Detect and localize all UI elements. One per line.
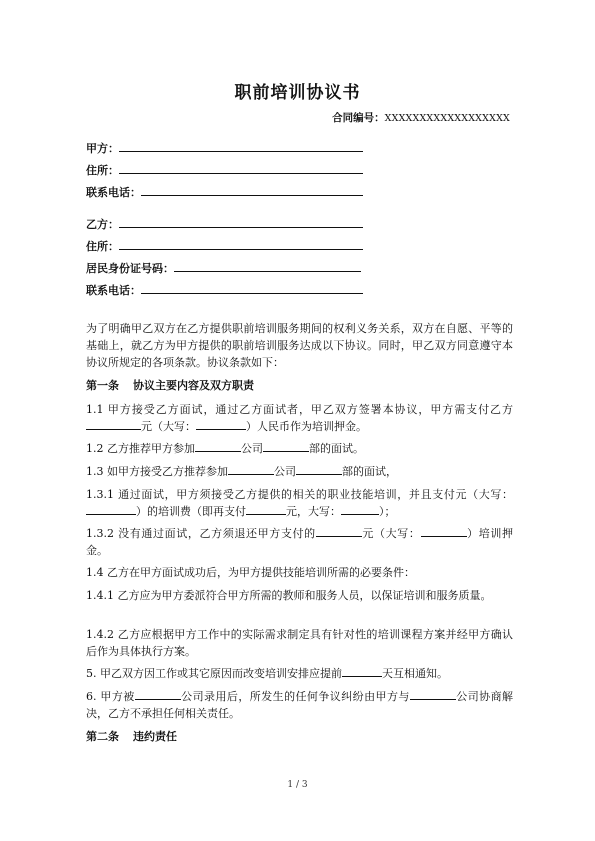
clause-1-1-text-b: 元（大写： [141,420,196,433]
clause-1-1-blank-amount [86,418,141,430]
clause-1-1 [86,401,513,435]
clause-1-1-text-c: ）人民币作为培训押金。 [246,420,367,433]
clause-5-text-a: 5. 甲乙双方因工作或其它原因而改变培训安排应提前 [86,667,342,680]
clause-6-blank-company-2 [410,688,456,700]
clause-1-1-text-a: 1.1 甲方接受乙方面试，通过乙方面试者，甲乙双方签署本协议，甲方需支付乙方 [86,403,513,416]
clause-6-text-a: 6. 甲方被 [86,690,135,703]
clause-5-text-b: 天互相通知。 [382,667,448,680]
party-b-phone-blank [141,281,363,294]
clause-1-3-1 [86,486,513,520]
clause-1-3-blank-company [228,463,274,475]
party-a-address-label: 住所： [86,164,119,177]
clause-1-3-2 [86,525,513,559]
contract-number-value: XXXXXXXXXXXXXXXXXX [384,113,510,124]
clause-1-3-2-blank-amount [316,525,362,537]
clause-1-4-2: 1.4.2 乙方应根据甲方工作中的实际需求制定具有针对性的培训课程方案并经甲方确认后作为具体执行方案。 [86,628,513,658]
clause-1-3-text-b: 公司 [274,465,296,478]
party-b-id-blank [174,259,361,272]
clause-1-2-blank-dept [263,440,309,452]
clause-1-2 [86,440,513,457]
clause-1-3-text-a: 1.3 如甲方接受乙方推荐参加 [86,465,228,478]
clause-1-3-1-text-b: ）的培训费（即再支付 [136,505,246,518]
party-b-id-field [86,259,361,277]
clause-6-blank-company-1 [135,688,181,700]
clause-1-4-1: 1.4.1 乙方应为甲方委派符合甲方所需的教师和服务人员，以保证培训和服务质量。 [86,589,492,602]
contract-number [332,110,510,125]
party-a-phone-label: 联系电话： [86,186,141,199]
clause-1-1-blank-capital [196,418,246,430]
clause-1-3-1-text-a: 1.3.1 通过面试，甲方须接受乙方提供的相关的职业技能培训，并且支付元（大写： [86,488,513,501]
party-b-phone-label: 联系电话： [86,284,141,297]
intro-paragraph: 为了明确甲乙双方在乙方提供职前培训服务期间的权利义务关系，双方在自愿、平等的基础上，就乙方为甲方提供的职前培训服务达成以下协议。同时，甲乙双方同意遵守本协议所规定的各项条款。协议条款如下： [86,322,513,369]
party-a-address-blank [119,161,363,174]
party-a-address-field [86,161,363,179]
clause-1-3-1-blank-capital [86,503,136,515]
page-number: 1 / 3 [287,780,308,790]
clause-1-3-2-text-c: ）培训押金。 [86,527,514,557]
clause-6-text-c: 公司协商解决，乙方不承担任何相关责任。 [86,690,514,720]
clause-5 [86,665,513,682]
clause-1-2-text-b: 公司 [241,442,263,455]
clause-1-3-1-text-c: 元，大写： [286,505,341,518]
clause-1-3-text-c: 部的面试， [342,465,397,478]
party-b-address-blank [119,237,363,250]
clause-1-3 [86,463,513,480]
clause-1-3-1-text-d: ）； [379,505,396,518]
party-a-field [86,139,363,157]
contract-number-label: 合同编号： [332,112,385,124]
party-a-phone-blank [141,183,363,196]
clause-1-2-text-a: 1.2 乙方推荐甲方参加 [86,442,195,455]
party-b-label: 乙方： [86,218,119,231]
clause-1-4: 1.4 乙方在甲方面试成功后，为甲方提供技能培训所需的必要条件： [86,566,415,579]
clause-1-2-text-c: 部的面试。 [309,442,364,455]
document-title: 职前培训协议书 [234,83,361,103]
clause-1-2-blank-company [195,440,241,452]
party-b-id-label: 居民身份证号码： [86,262,174,275]
article-2-title: 违约责任 [133,730,177,743]
clause-1-3-1-blank-capital-2 [341,503,379,515]
clause-6 [86,688,513,722]
article-1-heading [86,377,254,393]
party-a-label: 甲方： [86,142,119,155]
party-b-address-field [86,237,363,255]
clause-1-3-1-blank-amount [246,503,286,515]
party-a-phone-field [86,183,363,201]
article-2-number: 第二条 [86,730,119,743]
clause-1-3-2-blank-capital [421,525,467,537]
party-b-blank [119,215,363,228]
party-b-field [86,215,363,233]
clause-1-3-2-text-a: 1.3.2 没有通过面试，乙方须退还甲方支付的 [86,527,316,540]
party-b-phone-field [86,281,363,299]
clause-6-text-b: 公司录用后，所发生的任何争议纠纷由甲方与 [180,690,410,703]
party-a-blank [119,139,363,152]
article-1-number: 第一条 [86,379,119,392]
clause-5-blank-days [342,665,382,677]
party-b-address-label: 住所： [86,240,119,253]
clause-1-3-2-text-b: 元（大写： [361,527,421,540]
clause-1-3-blank-dept [296,463,342,475]
article-2-heading [86,728,177,744]
article-1-title: 协议主要内容及双方职责 [133,379,254,392]
